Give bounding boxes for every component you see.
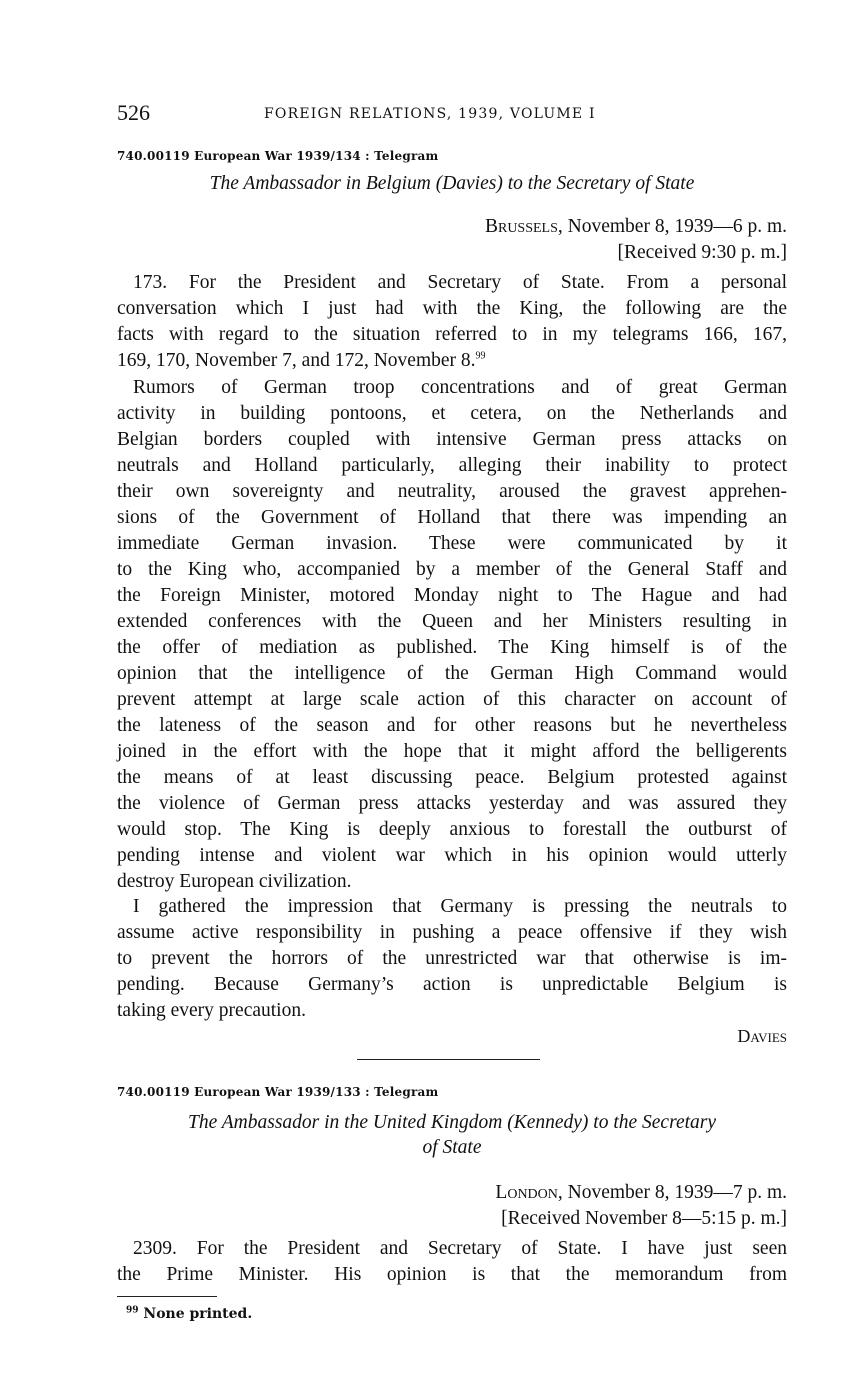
dateline-date: , November 8, 1939—6 p. m. bbox=[557, 216, 787, 237]
text-line: I gathered the impression that Germany is pressing the neutrals to bbox=[133, 896, 787, 917]
paragraph bbox=[117, 1236, 787, 1288]
text-line: Belgian borders coupled with intensive German press attacks on bbox=[117, 429, 787, 450]
text-line bbox=[117, 348, 787, 374]
dateline bbox=[495, 1180, 787, 1206]
page-number: 526 bbox=[117, 100, 150, 125]
paragraph bbox=[117, 894, 787, 1024]
dateline-place: London bbox=[495, 1182, 558, 1203]
text-line: facts with regard to the situation referred to in my telegrams 166, 167, bbox=[117, 324, 787, 345]
footnote-text: None printed. bbox=[138, 1306, 253, 1322]
text-line: sions of the Government of Holland that there was impending an bbox=[117, 507, 787, 528]
dateline bbox=[485, 214, 787, 240]
text-line: their own sovereignty and neutrality, aroused the gravest apprehen- bbox=[117, 481, 787, 502]
footnote-marker: 99 bbox=[475, 350, 486, 362]
section-divider bbox=[357, 1059, 540, 1060]
received-line: [Received 9:30 p. m.] bbox=[617, 242, 787, 263]
paragraph bbox=[117, 270, 787, 374]
document-heading bbox=[117, 1110, 787, 1160]
text-line: the violence of German press attacks yesterday and was assured they bbox=[117, 793, 787, 814]
text-line: pending. Because Germany’s action is unpredictable Belgium is bbox=[117, 974, 787, 995]
text-line: the Prime Minister. His opinion is that the memorandum from bbox=[117, 1264, 787, 1285]
text-line: Rumors of German troop concentrations and of great German bbox=[133, 377, 787, 398]
text-line: destroy European civilization. bbox=[117, 871, 352, 892]
text-line: pending intense and violent war which in his opinion would utterly bbox=[117, 845, 787, 866]
dateline-date: , November 8, 1939—7 p. m. bbox=[557, 1182, 787, 1203]
text-line: immediate German invasion. These were communicated by it bbox=[117, 533, 787, 554]
signature: Davies bbox=[737, 1026, 787, 1046]
text-line: 2309. For the President and Secretary of State. I have just seen bbox=[133, 1238, 787, 1259]
text-line: the means of at least discussing peace. Belgium protested against bbox=[117, 767, 787, 788]
text-line: the Foreign Minister, motored Monday night to The Hague and had bbox=[117, 585, 787, 606]
text-line-content: 169, 170, November 7, and 172, November 8. bbox=[117, 350, 476, 371]
running-header bbox=[117, 100, 787, 130]
text-line: conversation which I just had with the King, the following are the bbox=[117, 298, 787, 319]
file-reference: 740.00119 European War 1939/133 : Telegram bbox=[117, 1085, 439, 1099]
text-line: activity in building pontoons, et cetera, on the Netherlands and bbox=[117, 403, 787, 424]
text-line: neutrals and Holland particularly, alleging their inability to protect bbox=[117, 455, 787, 476]
text-line: would stop. The King is deeply anxious to forestall the outburst of bbox=[117, 819, 787, 840]
running-title: FOREIGN RELATIONS, 1939, VOLUME I bbox=[264, 106, 596, 122]
document-heading: The Ambassador in Belgium (Davies) to the Secretary of State bbox=[209, 173, 695, 194]
text-line: joined in the effort with the hope that it might afford the belligerents bbox=[117, 741, 787, 762]
footnote bbox=[126, 1306, 252, 1322]
text-line: the offer of mediation as published. The King himself is of the bbox=[117, 637, 787, 658]
text-line: prevent attempt at large scale action of this character on account of bbox=[117, 689, 787, 710]
text-line: assume active responsibility in pushing a peace offensive if they wish bbox=[117, 922, 787, 943]
footnote-rule bbox=[117, 1296, 217, 1297]
text-line: 173. For the President and Secretary of State. From a personal bbox=[133, 272, 787, 293]
text-line: taking every precaution. bbox=[117, 1000, 306, 1021]
footnote-marker: 99 bbox=[126, 1305, 139, 1316]
file-reference: 740.00119 European War 1939/134 : Telegram bbox=[117, 149, 439, 163]
dateline-place: Brussels bbox=[484, 216, 558, 237]
text-line: extended conferences with the Queen and her Ministers resulting in bbox=[117, 611, 787, 632]
received-line: [Received November 8—5:15 p. m.] bbox=[501, 1208, 787, 1229]
heading-line: of State bbox=[422, 1137, 482, 1158]
text-line: opinion that the intelligence of the German High Command would bbox=[117, 663, 787, 684]
paragraph bbox=[117, 375, 787, 895]
heading-line: The Ambassador in the United Kingdom (Kennedy) to the Secretary bbox=[187, 1112, 717, 1133]
text-line: to the King who, accompanied by a member of the General Staff and bbox=[117, 559, 787, 580]
text-line: to prevent the horrors of the unrestricted war that otherwise is im- bbox=[117, 948, 787, 969]
text-line: the lateness of the season and for other reasons but he nevertheless bbox=[117, 715, 787, 736]
